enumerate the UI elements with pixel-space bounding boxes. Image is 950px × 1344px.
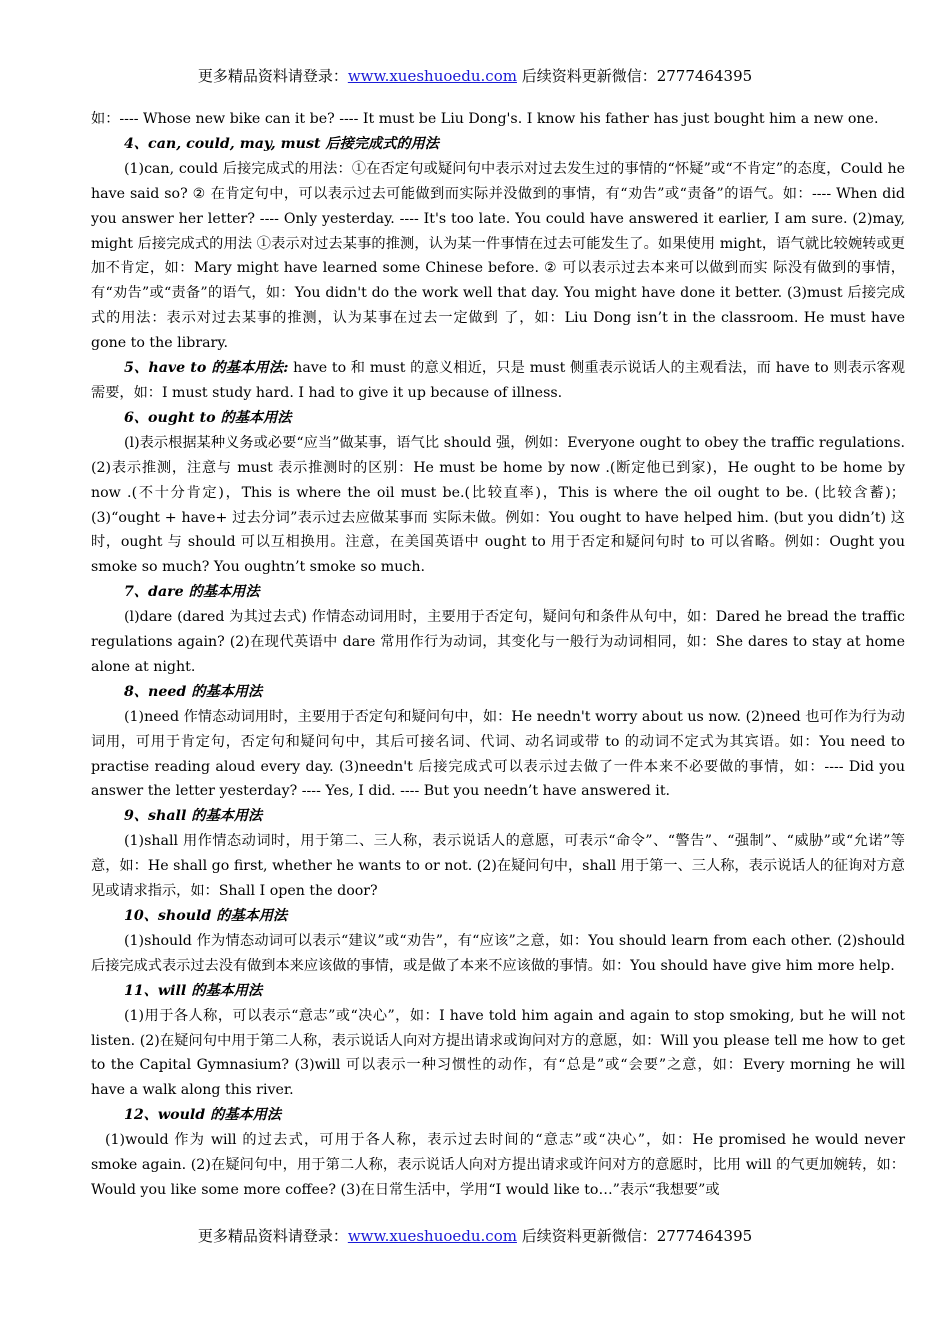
section-body-6: (l)表示根据某种义务或必要“应当”做某事，语气比 should 强，例如：Everyone ought to obey the traffic regulations. (2)表示推测，注意与 must 表示推测时的区别：He must be home by now .(断定他已到家)，He ought to be home by now .(不十分肯定)，This is where the oil must be.(比较直率)，This is where the oil ought to be. (比较含蓄)；(3)“ought + have+ 过去分词”表示过去应做某事而 实际未做。例如：You ought to have helped him. (but you didn’t) 这时，ought 与 should 可以互相换用。注意，在美国英语中 ought to 用于否定和疑问句时 to 可以省略。例如：Ought you smoke so much? You oughtn’t smoke so much. — [91, 434, 905, 576]
header-website-link[interactable]: www.xueshuoedu.com — [347, 67, 517, 85]
section-body-4: (1)can, could 后接完成式的用法：①在否定句或疑问句中表示对过去发生过的事情的“怀疑”或“不肯定”的态度，Could he have said so? ② 在肯定句中，可以表示过去可能做到而实际并没做到的事情，有“劝告”或“责备”的语气。如：---- When did you answer her letter? ---- Only yesterday. ---- It's too late. You could have answered it earlier, I am sure. (2)may, might 后接完成式的用法 ①表示对过去某事的推测，认为某一件事情在过去可能发生了。如果使用 might，语气就比较婉转或更加不肯定，如：Mary might have learned some Chinese before. ② 可以表示过去本来可以做到而实 际没有做到的事情，有“劝告”或“责备”的语气，如：You didn't do the work well that day. You might have done it better. (3)must 后接完成式的用法：表示对过去某事的推测，认为某事在过去一定做到 了，如：Liu Dong isn’t in the classroom. He must have gone to the library. — [91, 160, 905, 352]
document-body — [91, 107, 905, 1203]
footer-website-link[interactable]: www.xueshuoedu.com — [347, 1227, 517, 1245]
footer-suffix: 后续资料更新微信：2777464395 — [516, 1227, 753, 1245]
section-body-10: (1)should 作为情态动词可以表示“建议”或“劝告”，有“应该”之意，如：You should learn from each other. (2)should 后接完成式表示过去没有做到本来应该做的事情，或是做了本来不应该做的事情。如：You should have give him more help. — [91, 932, 905, 974]
section-heading-10: 10、should 的基本用法 — [124, 908, 288, 924]
section-body-8: (1)need 作情态动词用时，主要用于否定句和疑问句中，如：He needn't worry about us now. (2)need 也可作为行为动词用，可用于肯定句，否定句和疑问句中，其后可接名词、代词、动名词或带 to 的动词不定式为其宾语。如：You need to practise reading aloud every day. (3)needn't 后接完成式可以表示过去做了一件本来不必要做的事情，如：---- Did you answer the letter yesterday? ---- Yes, I did. ---- But you needn’t have answered it. — [91, 708, 905, 800]
section-heading-4: 4、can, could, may, must 后接完成式的用法 — [124, 135, 439, 152]
section-heading-6: 6、ought to 的基本用法 — [124, 409, 292, 426]
page-footer — [0, 1226, 950, 1246]
section-body-12: (1)would 作为 will 的过去式，可用于各人称，表示过去时间的“意志”或“决心”，如：He promised he would never smoke again. (2)在疑问句中，用于第二人称，表示说话人向对方提出请求或许问对方的意愿时，比用 will 的气更加婉转，如：Would you like some more coffee? (3)在日常生活中，学用“I would like to…”表示“我想要”或 — [91, 1132, 905, 1198]
section-body-7: (l)dare (dared 为其过去式) 作情态动词用时，主要用于否定句，疑问句和条件从句中，如：Dared he bread the traffic regulations again? (2)在现代英语中 dare 常用作行为动词，其变化与一般行为动词相同，如：She dares to stay at home alone at night. — [91, 609, 905, 675]
section-heading-9: 9、shall 的基本用法 — [124, 808, 263, 825]
footer-prefix: 更多精品资料请登录： — [197, 1227, 348, 1245]
header-prefix: 更多精品资料请登录： — [197, 67, 348, 85]
section-heading-5: 5、have to 的基本用法: — [124, 360, 289, 377]
section-body-9: (1)shall 用作情态动词时，用于第二、三人称，表示说话人的意愿，可表示“命令”、“警告”、“强制”、“威胁”或“允诺”等意，如：He shall go first, whether he wants to or not. (2)在疑问句中，shall 用于第一、三人称，表示说话人的征询对方意见或请求指示，如：Shall I open the door? — [91, 833, 905, 900]
section-heading-11: 11、will 的基本用法 — [124, 982, 263, 999]
section-heading-7: 7、dare 的基本用法 — [124, 584, 260, 601]
intro-example: 如：---- Whose new bike can it be? ---- It must be Liu Dong's. I know his father has just bought him a new one. — [91, 111, 879, 127]
page-header — [0, 66, 950, 86]
header-suffix: 后续资料更新微信：2777464395 — [516, 67, 753, 85]
section-5 — [91, 356, 905, 406]
section-body-5: have to 和 must 的意义相近，只是 must 侧重表示说话人的主观看法，而 have to 则表示客观需要，如：I must study hard. I had to give it up because of illness. — [91, 360, 905, 401]
section-heading-8: 8、need 的基本用法 — [124, 683, 263, 700]
section-body-11: (1)用于各人称，可以表示“意志”或“决心”，如：I have told him again and again to stop smoking, but he will not listen. (2)在疑问句中用于第二人称，表示说话人向对方提出请求或询问对方的意愿，如：Will you please tell me how to get to the Capital Gymnasium? (3)will 可以表示一种习惯性的动作，有“总是”或“会要”之意，如：Every morning he will have a walk along this river. — [91, 1007, 905, 1099]
section-heading-12: 12、would 的基本用法 — [124, 1107, 282, 1124]
